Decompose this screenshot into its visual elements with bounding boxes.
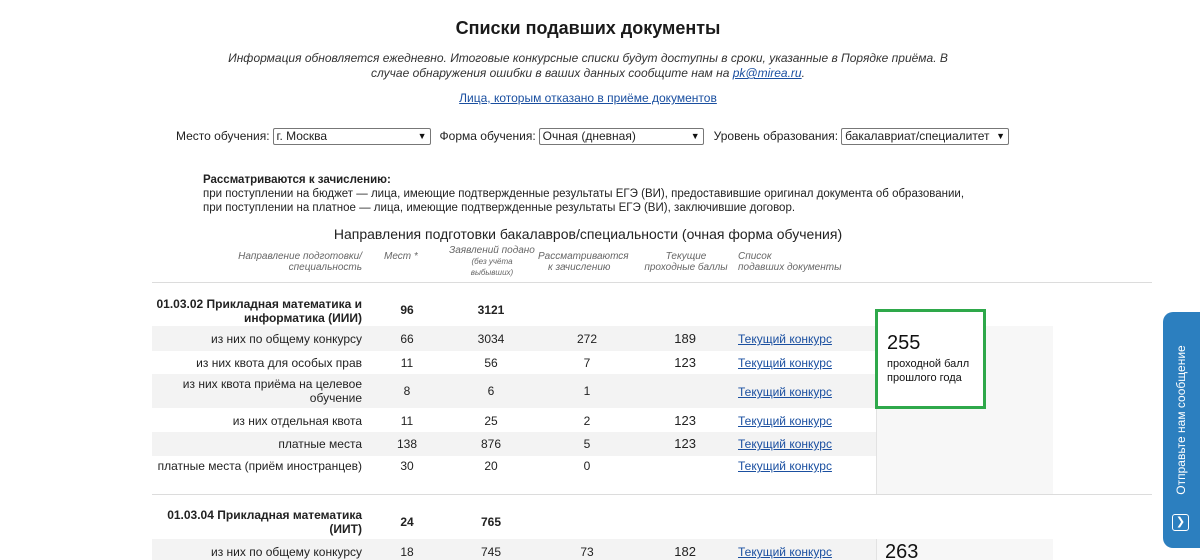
row-considered: 5 <box>583 437 591 451</box>
refused-applicants-link[interactable]: Лица, которым отказано в приёме документов <box>459 91 717 105</box>
current-competition-link[interactable]: Текущий конкурс <box>738 356 832 370</box>
row-score: 123 <box>674 413 696 428</box>
rules-title: Рассматриваются к зачислению: <box>203 174 391 186</box>
current-competition-link[interactable]: Текущий конкурс <box>738 414 832 428</box>
form-label: Форма обучения: <box>439 129 536 143</box>
row-name: платные места <box>278 437 362 451</box>
header-considered <box>538 251 629 273</box>
previous-year-score-box <box>875 309 986 409</box>
row-score: 182 <box>674 544 696 559</box>
rules-paid: при поступлении на платное — лица, имеющие подтвержденные результаты ЕГЭ (ВИ), заключившие договор. <box>203 202 796 214</box>
form-select[interactable] <box>539 128 704 145</box>
header-direction-l2: специальность <box>288 262 362 273</box>
header-considered-l2: к зачислению <box>548 262 611 273</box>
header-applications <box>440 245 544 278</box>
row-name: из них по общему конкурсу <box>211 332 362 346</box>
program-places: 24 <box>400 515 414 529</box>
city-value: г. Москва <box>276 129 328 143</box>
row-places: 11 <box>400 414 414 428</box>
table-divider <box>152 282 1152 283</box>
row-applications: 6 <box>487 384 495 398</box>
chevron-down-icon: ▼ <box>996 131 1006 141</box>
row-considered: 7 <box>583 356 591 370</box>
header-list <box>738 251 841 273</box>
chevron-right-icon[interactable]: ❯ <box>1172 514 1189 531</box>
admission-rules <box>203 173 964 215</box>
row-score: 123 <box>674 355 696 370</box>
header-direction-l1: Направление подготовки/ <box>238 251 362 262</box>
row-applications: 3034 <box>477 332 505 346</box>
row-places: 30 <box>400 459 414 473</box>
row-considered: 272 <box>576 332 598 346</box>
header-apps-l1: Заявлений подано <box>449 245 535 256</box>
chevron-down-icon: ▼ <box>690 131 700 141</box>
header-list-l1: Список <box>738 251 772 262</box>
program-name-l1: 01.03.04 Прикладная математика <box>167 508 362 522</box>
row-name-l2: обучение <box>309 391 362 405</box>
notice-line-2 <box>225 66 951 81</box>
row-name: из них отдельная квота <box>232 414 362 428</box>
program-name-l2: информатика (ИИИ) <box>244 311 362 325</box>
section-title: Направления подготовки бакалавров/специальности (очная форма обучения) <box>333 226 843 242</box>
chevron-down-icon: ▼ <box>417 131 427 141</box>
email-link[interactable]: pk@mirea.ru <box>732 66 802 80</box>
row-name: из них по общему конкурсу <box>211 545 362 559</box>
header-score <box>640 251 732 273</box>
current-competition-link[interactable]: Текущий конкурс <box>738 385 832 399</box>
row-applications: 20 <box>484 459 498 473</box>
row-considered: 0 <box>583 459 591 473</box>
row-applications: 56 <box>484 356 498 370</box>
header-apps-l3 <box>440 267 544 278</box>
row-places: 8 <box>403 384 411 398</box>
row-applications: 876 <box>480 437 502 451</box>
row-score: 189 <box>674 331 696 346</box>
row-places: 11 <box>400 356 414 370</box>
previous-year-label-l2: прошлого года <box>887 372 962 384</box>
level-value: бакалавриат/специалитет <box>845 129 990 143</box>
level-label: Уровень образования: <box>713 129 839 143</box>
row-name <box>183 377 362 405</box>
program-name <box>167 508 362 536</box>
header-direction <box>238 251 362 273</box>
current-competition-link[interactable]: Текущий конкурс <box>738 459 832 473</box>
row-considered: 73 <box>580 545 594 559</box>
notice-line-1: Информация обновляется ежедневно. Итоговые конкурсные списки будут доступны в сроки, указанные в Порядке приёма. В <box>228 51 948 65</box>
rules-budget: при поступлении на бюджет — лица, имеющие подтвержденные результаты ЕГЭ (ВИ), предоставившие оригинал документа об образовании, <box>203 188 965 200</box>
previous-year-label <box>887 357 983 385</box>
row-score: 123 <box>674 436 696 451</box>
header-list-l2: подавших документы <box>738 262 842 273</box>
row-applications: 745 <box>480 545 502 559</box>
program-applications: 765 <box>480 515 502 529</box>
feedback-label[interactable]: Отправьте нам сообщение <box>1174 345 1188 495</box>
header-score-l1: Текущие <box>665 251 707 262</box>
level-select[interactable] <box>841 128 1009 145</box>
header-apps-note-2: выбывших) <box>470 268 514 277</box>
table-divider <box>152 494 1152 495</box>
previous-year-score: 255 <box>887 332 921 354</box>
form-value: Очная (дневная) <box>542 129 636 143</box>
header-considered-l1: Рассматриваются <box>538 251 629 262</box>
header-score-l2: проходные баллы <box>644 262 728 273</box>
row-name-l1: из них квота приёма на целевое <box>182 377 362 391</box>
row-places: 18 <box>400 545 414 559</box>
row-name: из них квота для особых прав <box>196 356 362 370</box>
current-competition-link[interactable]: Текущий конкурс <box>738 545 832 559</box>
row-applications: 25 <box>484 414 498 428</box>
previous-year-score: 263 <box>885 541 919 560</box>
program-name-l1: 01.03.02 Прикладная математика и <box>156 297 362 311</box>
program-name <box>156 297 362 325</box>
current-competition-link[interactable]: Текущий конкурс <box>738 332 832 346</box>
row-places: 138 <box>396 437 418 451</box>
notice-end: . <box>801 66 805 80</box>
row-considered: 1 <box>583 384 591 398</box>
current-competition-link[interactable]: Текущий конкурс <box>738 437 832 451</box>
program-name-l2: (ИИТ) <box>329 522 362 536</box>
city-select[interactable] <box>273 128 431 145</box>
page-title: Списки подавших документы <box>455 18 721 38</box>
program-places: 96 <box>400 303 414 317</box>
city-label: Место обучения: <box>176 129 270 143</box>
row-places: 66 <box>400 332 414 346</box>
info-notice <box>225 51 951 81</box>
header-apps-l2 <box>440 256 544 267</box>
notice-text: случае обнаружения ошибки в ваших данных сообщите нам на <box>371 66 733 80</box>
row-considered: 2 <box>583 414 591 428</box>
header-places: Мест * <box>384 251 418 262</box>
row-name: платные места (приём иностранцев) <box>157 459 362 473</box>
program-applications: 3121 <box>477 303 505 317</box>
header-apps-note-1: (без учёта <box>471 257 513 266</box>
previous-year-label-l1: проходной балл <box>887 358 970 370</box>
filters-bar <box>176 127 1009 145</box>
